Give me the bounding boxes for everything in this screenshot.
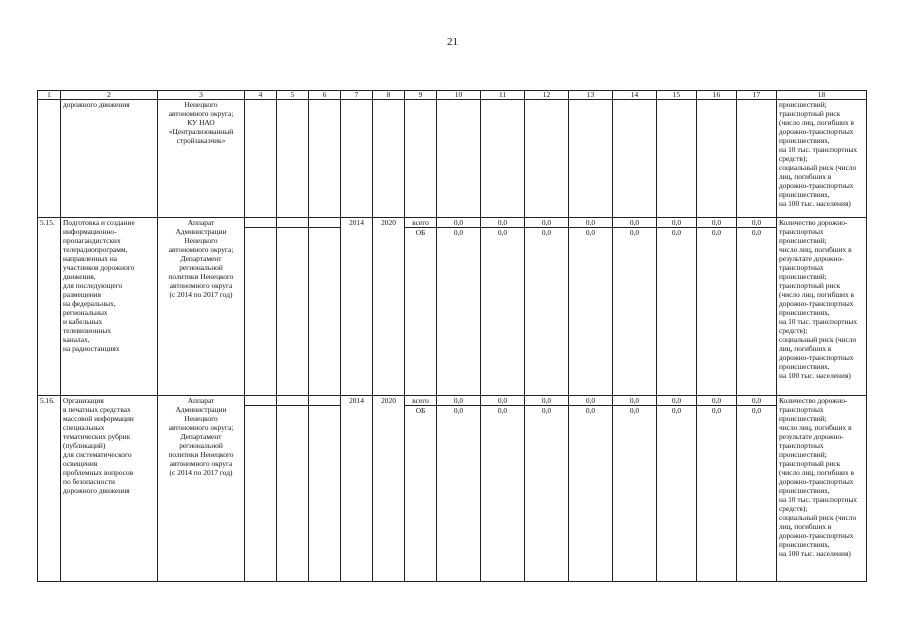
table-row-continuation bbox=[38, 100, 867, 218]
empty-cell bbox=[405, 100, 437, 218]
empty-cell bbox=[613, 100, 657, 218]
header-cell: 8 bbox=[373, 91, 405, 100]
header-cell: 13 bbox=[569, 91, 613, 100]
value-ob: 0,0 bbox=[497, 228, 508, 237]
value-ob: 0,0 bbox=[453, 406, 464, 415]
value-cell bbox=[737, 218, 777, 396]
header-row bbox=[38, 91, 867, 100]
target-indicators: происшествий; транспортный риск (число лиц, погибших в дорожно-транспортных происшествиях, на 10 тыс. транспортных средств); социальный риск (число лиц, погибших в дорожно-транспортных происшествиях, на 100 тыс. населения) bbox=[777, 100, 867, 218]
empty-cell bbox=[277, 218, 309, 396]
value-total: 0,0 bbox=[657, 396, 696, 406]
table-row-5-16 bbox=[38, 396, 867, 582]
end-year: 2020 bbox=[373, 218, 405, 396]
value-total: 0,0 bbox=[525, 218, 568, 228]
empty-cell bbox=[737, 100, 777, 218]
executor: Ненецкого автономного округа; КУ НАО «Централизованный стройзаказчик» bbox=[158, 100, 245, 218]
row-number: 5.15. bbox=[38, 218, 61, 396]
empty-cell bbox=[697, 100, 737, 218]
value-ob: 0,0 bbox=[585, 406, 596, 415]
source-total: всего bbox=[405, 218, 436, 228]
source-ob: ОБ bbox=[415, 228, 426, 237]
value-ob: 0,0 bbox=[629, 228, 640, 237]
header-cell: 5 bbox=[277, 91, 309, 100]
value-ob: 0,0 bbox=[671, 406, 682, 415]
empty-cell bbox=[437, 100, 481, 218]
empty-cell bbox=[245, 218, 277, 396]
value-cell bbox=[437, 218, 481, 396]
header-cell: 11 bbox=[481, 91, 525, 100]
target-indicators: Количество дорожно- транспортных происшествий; число лиц, погибших в результате дорожно- транспортных происшествий; транспортный риск (число лиц, погибших в дорожно-транспортных происшествиях, на 10 тыс. транспортных средств); социальный риск (число лиц, погибших в дорожно-транспортных происшествиях, на 100 тыс. населения) bbox=[777, 396, 867, 582]
source-total: всего bbox=[405, 396, 436, 406]
header-cell: 7 bbox=[341, 91, 373, 100]
value-total: 0,0 bbox=[737, 396, 776, 406]
empty-cell bbox=[525, 100, 569, 218]
empty-cell bbox=[277, 100, 309, 218]
value-cell bbox=[481, 396, 525, 582]
executor: Аппарат Администрации Ненецкого автономного округа; Департамент региональной политики Ненецкого автономного округа (с 2014 по 2017 год) bbox=[158, 396, 245, 582]
value-ob: 0,0 bbox=[585, 228, 596, 237]
empty-cell bbox=[341, 100, 373, 218]
header-cell: 15 bbox=[657, 91, 697, 100]
header-cell: 6 bbox=[309, 91, 341, 100]
value-ob: 0,0 bbox=[497, 406, 508, 415]
empty-cell bbox=[309, 100, 341, 218]
value-ob: 0,0 bbox=[751, 406, 762, 415]
page-number: 21 bbox=[447, 36, 458, 48]
measure-name: Организация в печатных средствах массовой информации специальных тематических рубрик (публикаций) для систематического освещения проблемных вопросов по безопасности дорожного движения bbox=[61, 396, 158, 582]
value-ob: 0,0 bbox=[629, 406, 640, 415]
value-total: 0,0 bbox=[437, 396, 480, 406]
value-cell bbox=[657, 218, 697, 396]
funding-source bbox=[405, 218, 437, 396]
row-number: 5.16. bbox=[38, 396, 61, 582]
value-cell bbox=[697, 396, 737, 582]
header-cell: 2 bbox=[61, 91, 158, 100]
value-total: 0,0 bbox=[569, 218, 612, 228]
end-year: 2020 bbox=[373, 396, 405, 582]
value-total: 0,0 bbox=[697, 218, 736, 228]
header-cell: 3 bbox=[158, 91, 245, 100]
value-total: 0,0 bbox=[437, 218, 480, 228]
header-cell: 10 bbox=[437, 91, 481, 100]
value-ob: 0,0 bbox=[453, 228, 464, 237]
value-total: 0,0 bbox=[569, 396, 612, 406]
start-year: 2014 bbox=[341, 218, 373, 396]
table-row-5-15 bbox=[38, 218, 867, 396]
value-cell bbox=[697, 218, 737, 396]
header-cell: 9 bbox=[405, 91, 437, 100]
value-total: 0,0 bbox=[613, 396, 656, 406]
value-cell bbox=[525, 396, 569, 582]
measure-name: дорожного движения bbox=[61, 100, 158, 218]
value-total: 0,0 bbox=[737, 218, 776, 228]
value-cell bbox=[569, 218, 613, 396]
empty-cell bbox=[373, 100, 405, 218]
header-cell: 18 bbox=[777, 91, 867, 100]
value-cell bbox=[737, 396, 777, 582]
value-ob: 0,0 bbox=[711, 228, 722, 237]
value-ob: 0,0 bbox=[541, 406, 552, 415]
row-number bbox=[38, 100, 61, 218]
measure-name: Подготовка и создание информационно- пропагандистских телерадиопрограмм, направленных на участников дорожного движения, для последующего размещения на федеральных, региональных и кабельных телевизионных каналах, на радиостанциях bbox=[61, 218, 158, 396]
header-cell: 4 bbox=[245, 91, 277, 100]
empty-cell bbox=[245, 396, 277, 582]
funding-source bbox=[405, 396, 437, 582]
start-year: 2014 bbox=[341, 396, 373, 582]
value-total: 0,0 bbox=[697, 396, 736, 406]
value-total: 0,0 bbox=[613, 218, 656, 228]
source-ob: ОБ bbox=[415, 406, 426, 415]
value-ob: 0,0 bbox=[541, 228, 552, 237]
header-cell: 17 bbox=[737, 91, 777, 100]
header-cell: 16 bbox=[697, 91, 737, 100]
header-cell: 12 bbox=[525, 91, 569, 100]
value-total: 0,0 bbox=[481, 218, 524, 228]
value-ob: 0,0 bbox=[711, 406, 722, 415]
value-cell bbox=[657, 396, 697, 582]
empty-cell bbox=[277, 396, 309, 582]
value-cell bbox=[613, 396, 657, 582]
value-cell bbox=[481, 218, 525, 396]
value-ob: 0,0 bbox=[751, 228, 762, 237]
program-table bbox=[37, 90, 867, 582]
executor: Аппарат Администрации Ненецкого автономного округа; Департамент региональной политики Ненецкого автономного округа (с 2014 по 2017 год) bbox=[158, 218, 245, 396]
empty-cell bbox=[309, 218, 341, 396]
value-total: 0,0 bbox=[481, 396, 524, 406]
value-total: 0,0 bbox=[525, 396, 568, 406]
value-total: 0,0 bbox=[657, 218, 696, 228]
value-ob: 0,0 bbox=[671, 228, 682, 237]
value-cell bbox=[437, 396, 481, 582]
value-cell bbox=[569, 396, 613, 582]
target-indicators: Количество дорожно- транспортных происшествий; число лиц, погибших в результате дорожно- транспортных происшествий; транспортный риск (число лиц, погибших в дорожно-транспортных происшествиях, на 10 тыс. транспортных средств); социальный риск (число лиц, погибших в дорожно-транспортных происшествиях, на 100 тыс. населения) bbox=[777, 218, 867, 396]
value-cell bbox=[613, 218, 657, 396]
empty-cell bbox=[481, 100, 525, 218]
empty-cell bbox=[309, 396, 341, 582]
header-cell: 14 bbox=[613, 91, 657, 100]
empty-cell bbox=[245, 100, 277, 218]
empty-cell bbox=[657, 100, 697, 218]
header-cell: 1 bbox=[38, 91, 61, 100]
empty-cell bbox=[569, 100, 613, 218]
value-cell bbox=[525, 218, 569, 396]
